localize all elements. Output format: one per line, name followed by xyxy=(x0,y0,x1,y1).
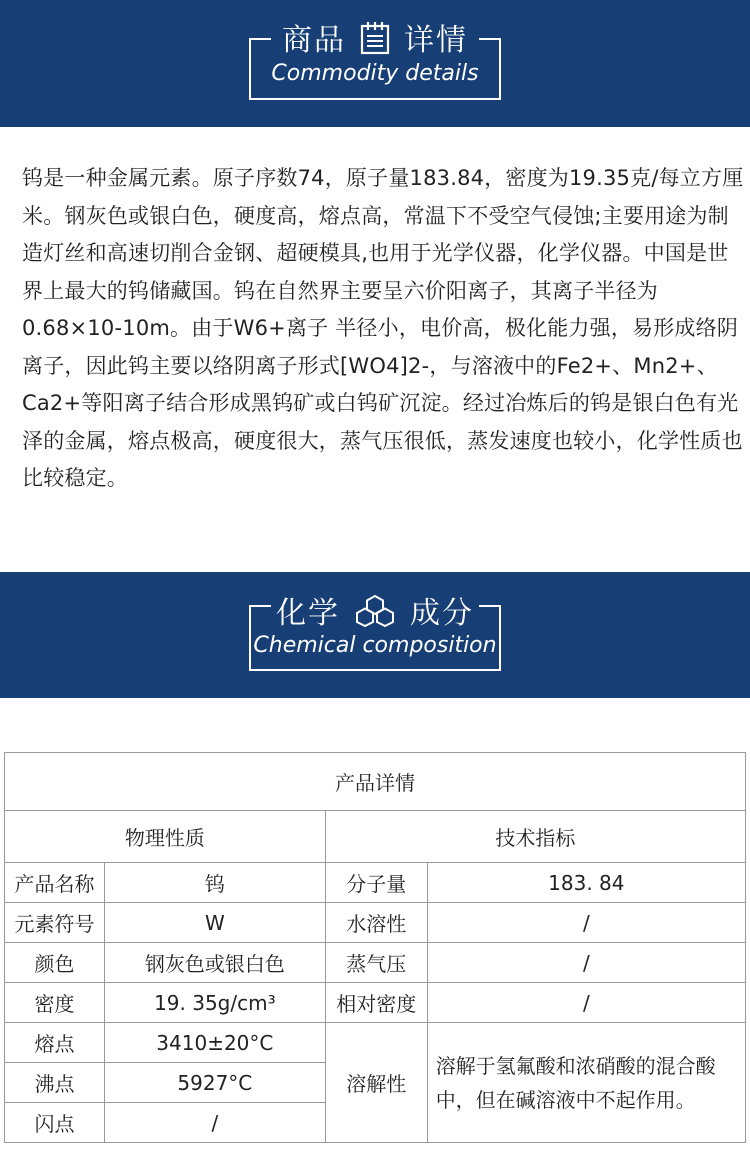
table-header: 产品详情 xyxy=(5,753,746,811)
notepad-icon xyxy=(360,21,390,63)
title-cn-left: 商品 xyxy=(282,23,346,58)
spec-label: 相对密度 xyxy=(325,983,427,1023)
product-spec-table xyxy=(4,752,746,1143)
table-row xyxy=(5,863,746,903)
chemical-composition-title xyxy=(0,588,750,636)
property-label: 熔点 xyxy=(5,1023,105,1063)
spec-label: 分子量 xyxy=(325,863,427,903)
commodity-details-title xyxy=(0,15,750,63)
property-value: W xyxy=(104,903,325,943)
commodity-details-subtitle: Commodity details xyxy=(271,61,479,86)
property-value: 19. 35g/cm³ xyxy=(104,983,325,1023)
title-cn-right: 详情 xyxy=(404,23,468,58)
solubility-value: 溶解于氢氟酸和浓硝酸的混合酸中，但在碱溶液中不起作用。 xyxy=(427,1023,745,1143)
molecule-icon xyxy=(354,594,396,636)
spec-label: 水溶性 xyxy=(325,903,427,943)
spec-value: 183. 84 xyxy=(427,863,745,903)
technical-specs-header: 技术指标 xyxy=(325,811,745,863)
title-cn-left: 化学 xyxy=(276,596,340,631)
table-row xyxy=(5,943,746,983)
table-row xyxy=(5,903,746,943)
property-value: 3410±20°C xyxy=(104,1023,325,1063)
property-value: 5927°C xyxy=(104,1063,325,1103)
property-label: 颜色 xyxy=(5,943,105,983)
property-label: 元素符号 xyxy=(5,903,105,943)
property-label: 产品名称 xyxy=(5,863,105,903)
table-row xyxy=(5,983,746,1023)
property-value: 钨 xyxy=(104,863,325,903)
solubility-label: 溶解性 xyxy=(325,1023,427,1143)
property-value: / xyxy=(104,1103,325,1143)
spec-value: / xyxy=(427,903,745,943)
spec-label: 蒸气压 xyxy=(325,943,427,983)
table-row xyxy=(5,1023,746,1063)
property-label: 密度 xyxy=(5,983,105,1023)
property-value: 钢灰色或银白色 xyxy=(104,943,325,983)
property-label: 闪点 xyxy=(5,1103,105,1143)
property-label: 沸点 xyxy=(5,1063,105,1103)
spec-value: / xyxy=(427,983,745,1023)
spec-value: / xyxy=(427,943,745,983)
title-cn-right: 成分 xyxy=(410,596,474,631)
chemical-composition-subtitle: Chemical composition xyxy=(253,633,497,658)
intro-paragraph: 钨是一种金属元素。原子序数74，原子量183.84，密度为19.35克/每立方厘米。钢灰色或银白色，硬度高，熔点高，常温下不受空气侵蚀;主要用途为制造灯丝和高速切削合金钢、超硬模具,也用于光学仪器，化学仪器。中国是世界上最大的钨储藏国。钨在自然界主要呈六价阳离子，其离子半径为0.68×10-10m。由于W6+离子 半径小，电价高，极化能力强，易形成络阴离子，因此钨主要以络阴离子形式[WO4]2-，与溶液中的Fe2+、Mn2+、Ca2+等阳离子结合形成黑钨矿或白钨矿沉淀。经过冶炼后的钨是银白色有光泽的金属，熔点极高，硬度很大，蒸气压很低，蒸发速度也较小，化学性质也比较稳定。 xyxy=(22,166,744,490)
physical-properties-header: 物理性质 xyxy=(5,811,326,863)
